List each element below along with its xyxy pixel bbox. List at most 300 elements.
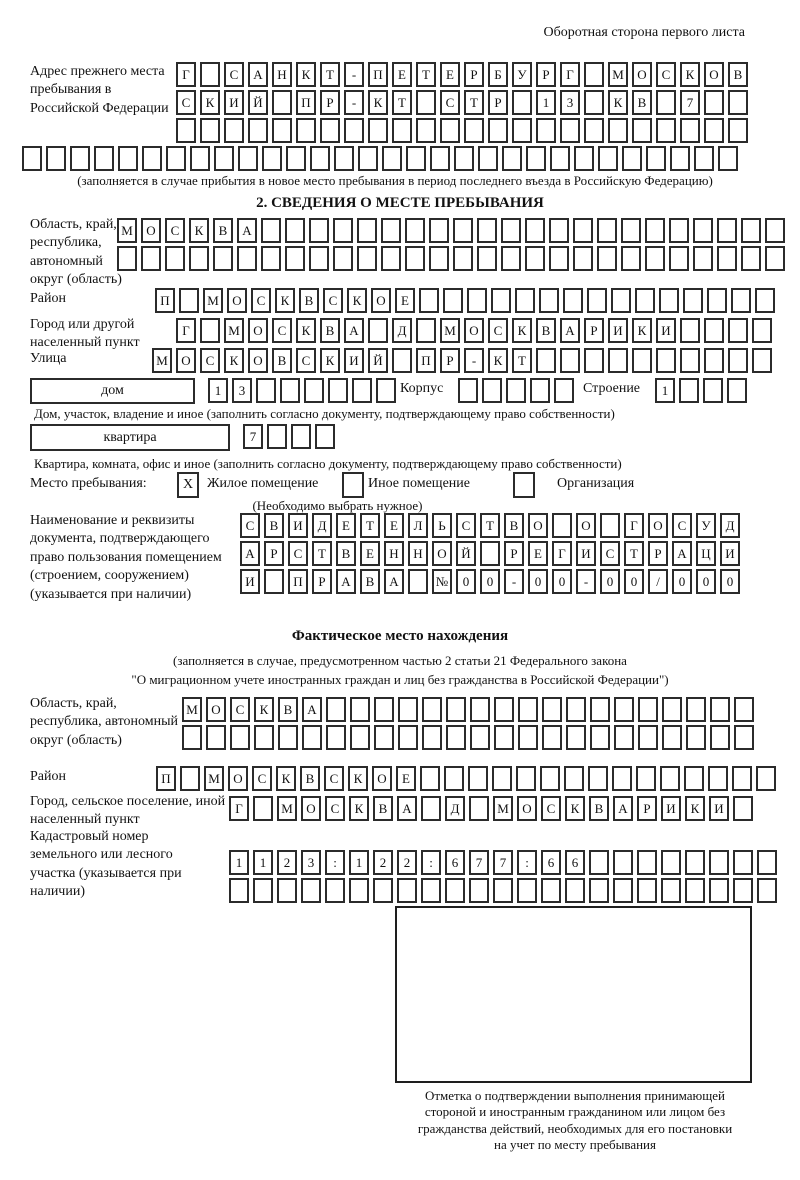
char-cell[interactable]	[518, 725, 538, 750]
char-cell[interactable]: О	[371, 288, 391, 313]
char-cell[interactable]: 0	[456, 569, 476, 594]
char-cell[interactable]: К	[488, 348, 508, 373]
char-cell[interactable]: Т	[320, 62, 340, 87]
char-cell[interactable]	[326, 725, 346, 750]
char-cell[interactable]: -	[344, 62, 364, 87]
char-cell[interactable]	[661, 878, 681, 903]
char-cell[interactable]	[444, 766, 464, 791]
char-cell[interactable]: 1	[229, 850, 249, 875]
char-cell[interactable]: С	[488, 318, 508, 343]
char-cell[interactable]	[325, 878, 345, 903]
char-cell[interactable]	[482, 378, 502, 403]
char-cell[interactable]	[638, 697, 658, 722]
char-cell[interactable]: Б	[488, 62, 508, 87]
char-cell[interactable]	[309, 218, 329, 243]
char-cell[interactable]: О	[704, 62, 724, 87]
char-cell[interactable]	[536, 118, 556, 143]
char-cell[interactable]	[326, 697, 346, 722]
char-cell[interactable]: 0	[696, 569, 716, 594]
char-cell[interactable]	[416, 318, 436, 343]
char-cell[interactable]: И	[656, 318, 676, 343]
char-cell[interactable]	[669, 246, 689, 271]
char-cell[interactable]	[638, 725, 658, 750]
char-cell[interactable]	[421, 796, 441, 821]
char-cell[interactable]	[656, 90, 676, 115]
char-cell[interactable]	[392, 348, 412, 373]
char-cell[interactable]	[728, 90, 748, 115]
char-cell[interactable]: К	[608, 90, 628, 115]
char-cell[interactable]	[350, 697, 370, 722]
char-cell[interactable]: 1	[208, 378, 228, 403]
char-cell[interactable]	[381, 218, 401, 243]
char-cell[interactable]: П	[156, 766, 176, 791]
char-cell[interactable]: К	[348, 766, 368, 791]
char-cell[interactable]	[214, 146, 234, 171]
char-cell[interactable]	[261, 246, 281, 271]
char-cell[interactable]: Р	[320, 90, 340, 115]
char-cell[interactable]: О	[301, 796, 321, 821]
char-cell[interactable]	[492, 766, 512, 791]
char-cell[interactable]: О	[248, 318, 268, 343]
char-cell[interactable]: В	[299, 288, 319, 313]
char-cell[interactable]: №	[432, 569, 452, 594]
char-cell[interactable]	[229, 878, 249, 903]
char-cell[interactable]: 1	[655, 378, 675, 403]
char-cell[interactable]	[526, 146, 546, 171]
char-cell[interactable]	[467, 288, 487, 313]
char-cell[interactable]: Р	[312, 569, 332, 594]
char-cell[interactable]	[542, 725, 562, 750]
char-cell[interactable]: К	[296, 318, 316, 343]
char-cell[interactable]	[213, 246, 233, 271]
char-cell[interactable]	[70, 146, 90, 171]
char-cell[interactable]	[443, 288, 463, 313]
char-cell[interactable]	[333, 246, 353, 271]
char-cell[interactable]	[189, 246, 209, 271]
char-cell[interactable]: О	[517, 796, 537, 821]
char-cell[interactable]: С	[440, 90, 460, 115]
char-cell[interactable]: Г	[229, 796, 249, 821]
char-cell[interactable]: О	[372, 766, 392, 791]
char-cell[interactable]	[272, 118, 292, 143]
char-cell[interactable]: Т	[480, 513, 500, 538]
char-cell[interactable]: 0	[552, 569, 572, 594]
char-cell[interactable]: К	[296, 62, 316, 87]
char-cell[interactable]	[464, 118, 484, 143]
char-cell[interactable]: 6	[541, 850, 561, 875]
char-cell[interactable]	[254, 725, 274, 750]
char-cell[interactable]: -	[504, 569, 524, 594]
char-cell[interactable]: Т	[512, 348, 532, 373]
char-cell[interactable]	[704, 90, 724, 115]
char-cell[interactable]: Н	[272, 62, 292, 87]
char-cell[interactable]	[118, 146, 138, 171]
char-cell[interactable]	[278, 725, 298, 750]
char-cell[interactable]	[549, 246, 569, 271]
char-cell[interactable]	[632, 118, 652, 143]
char-cell[interactable]: С	[600, 541, 620, 566]
char-cell[interactable]	[662, 725, 682, 750]
char-cell[interactable]: А	[344, 318, 364, 343]
char-cell[interactable]	[613, 878, 633, 903]
char-cell[interactable]: В	[300, 766, 320, 791]
char-cell[interactable]	[584, 348, 604, 373]
char-cell[interactable]	[512, 118, 532, 143]
char-cell[interactable]: Л	[408, 513, 428, 538]
char-cell[interactable]	[669, 218, 689, 243]
char-cell[interactable]	[752, 348, 772, 373]
char-cell[interactable]: П	[368, 62, 388, 87]
char-cell[interactable]: С	[324, 766, 344, 791]
char-cell[interactable]	[494, 697, 514, 722]
char-cell[interactable]: Й	[456, 541, 476, 566]
char-cell[interactable]: С	[251, 288, 271, 313]
char-cell[interactable]	[344, 118, 364, 143]
char-cell[interactable]	[756, 766, 776, 791]
char-cell[interactable]	[733, 850, 753, 875]
char-cell[interactable]: С	[296, 348, 316, 373]
char-cell[interactable]	[141, 246, 161, 271]
char-cell[interactable]: 3	[232, 378, 252, 403]
char-cell[interactable]	[94, 146, 114, 171]
char-cell[interactable]: :	[421, 850, 441, 875]
char-cell[interactable]: М	[440, 318, 460, 343]
char-cell[interactable]: В	[264, 513, 284, 538]
char-cell[interactable]	[661, 850, 681, 875]
char-cell[interactable]	[180, 766, 200, 791]
char-cell[interactable]	[757, 878, 777, 903]
char-cell[interactable]: Е	[528, 541, 548, 566]
char-cell[interactable]	[614, 697, 634, 722]
char-cell[interactable]: Т	[392, 90, 412, 115]
char-cell[interactable]: 6	[565, 850, 585, 875]
char-cell[interactable]: И	[288, 513, 308, 538]
char-cell[interactable]: 3	[560, 90, 580, 115]
char-cell[interactable]: К	[349, 796, 369, 821]
char-cell[interactable]: М	[277, 796, 297, 821]
char-cell[interactable]	[733, 796, 753, 821]
char-cell[interactable]	[480, 541, 500, 566]
char-cell[interactable]: О	[248, 348, 268, 373]
char-cell[interactable]: 3	[301, 850, 321, 875]
char-cell[interactable]: К	[680, 62, 700, 87]
char-cell[interactable]: Е	[336, 513, 356, 538]
char-cell[interactable]: О	[632, 62, 652, 87]
char-cell[interactable]	[261, 218, 281, 243]
char-cell[interactable]	[493, 878, 513, 903]
char-cell[interactable]: С	[200, 348, 220, 373]
char-cell[interactable]	[608, 348, 628, 373]
char-cell[interactable]: 2	[277, 850, 297, 875]
char-cell[interactable]	[285, 246, 305, 271]
char-cell[interactable]: Г	[176, 62, 196, 87]
char-cell[interactable]: К	[347, 288, 367, 313]
char-cell[interactable]	[416, 118, 436, 143]
char-cell[interactable]: Р	[584, 318, 604, 343]
char-cell[interactable]: В	[213, 218, 233, 243]
char-cell[interactable]: С	[325, 796, 345, 821]
char-cell[interactable]: В	[360, 569, 380, 594]
char-cell[interactable]	[704, 348, 724, 373]
char-cell[interactable]	[637, 878, 657, 903]
char-cell[interactable]	[422, 697, 442, 722]
char-cell[interactable]	[734, 725, 754, 750]
char-cell[interactable]: А	[613, 796, 633, 821]
char-cell[interactable]: Д	[312, 513, 332, 538]
char-cell[interactable]: С	[176, 90, 196, 115]
char-cell[interactable]: М	[224, 318, 244, 343]
char-cell[interactable]: М	[152, 348, 172, 373]
char-cell[interactable]	[488, 118, 508, 143]
char-cell[interactable]: /	[648, 569, 668, 594]
char-cell[interactable]: С	[656, 62, 676, 87]
char-cell[interactable]	[540, 766, 560, 791]
char-cell[interactable]	[374, 725, 394, 750]
char-cell[interactable]: Д	[392, 318, 412, 343]
char-cell[interactable]	[703, 378, 723, 403]
char-cell[interactable]: М	[493, 796, 513, 821]
char-cell[interactable]	[632, 348, 652, 373]
char-cell[interactable]	[349, 878, 369, 903]
char-cell[interactable]	[421, 878, 441, 903]
char-cell[interactable]	[680, 118, 700, 143]
char-cell[interactable]: 2	[373, 850, 393, 875]
char-cell[interactable]	[469, 796, 489, 821]
char-cell[interactable]	[512, 90, 532, 115]
char-cell[interactable]	[757, 850, 777, 875]
char-cell[interactable]: В	[632, 90, 652, 115]
char-cell[interactable]	[398, 697, 418, 722]
char-cell[interactable]	[358, 146, 378, 171]
char-cell[interactable]	[600, 513, 620, 538]
char-cell[interactable]: К	[224, 348, 244, 373]
char-cell[interactable]: К	[254, 697, 274, 722]
char-cell[interactable]: С	[288, 541, 308, 566]
char-cell[interactable]: А	[248, 62, 268, 87]
char-cell[interactable]: Г	[624, 513, 644, 538]
char-cell[interactable]: О	[141, 218, 161, 243]
kvartira-field[interactable]: квартира	[30, 424, 230, 451]
char-cell[interactable]	[478, 146, 498, 171]
char-cell[interactable]: Т	[312, 541, 332, 566]
char-cell[interactable]: Н	[408, 541, 428, 566]
char-cell[interactable]: В	[589, 796, 609, 821]
char-cell[interactable]	[182, 725, 202, 750]
char-cell[interactable]: -	[576, 569, 596, 594]
char-cell[interactable]	[468, 766, 488, 791]
char-cell[interactable]	[176, 118, 196, 143]
char-cell[interactable]	[224, 118, 244, 143]
char-cell[interactable]	[588, 766, 608, 791]
char-cell[interactable]	[491, 288, 511, 313]
char-cell[interactable]: М	[204, 766, 224, 791]
char-cell[interactable]	[734, 697, 754, 722]
char-cell[interactable]	[142, 146, 162, 171]
char-cell[interactable]	[429, 246, 449, 271]
char-cell[interactable]	[765, 218, 785, 243]
char-cell[interactable]: 0	[624, 569, 644, 594]
char-cell[interactable]: К	[632, 318, 652, 343]
char-cell[interactable]	[589, 878, 609, 903]
char-cell[interactable]: Г	[552, 541, 572, 566]
char-cell[interactable]	[587, 288, 607, 313]
char-cell[interactable]: А	[560, 318, 580, 343]
checkbox-zhiloe[interactable]: X	[177, 472, 199, 498]
char-cell[interactable]	[560, 348, 580, 373]
char-cell[interactable]	[422, 725, 442, 750]
char-cell[interactable]: Р	[264, 541, 284, 566]
char-cell[interactable]	[614, 725, 634, 750]
char-cell[interactable]: В	[336, 541, 356, 566]
char-cell[interactable]	[554, 378, 574, 403]
char-cell[interactable]	[612, 766, 632, 791]
char-cell[interactable]	[741, 246, 761, 271]
char-cell[interactable]	[656, 118, 676, 143]
char-cell[interactable]: Г	[560, 62, 580, 87]
char-cell[interactable]	[622, 146, 642, 171]
char-cell[interactable]	[357, 218, 377, 243]
char-cell[interactable]	[376, 378, 396, 403]
char-cell[interactable]	[731, 288, 751, 313]
char-cell[interactable]	[453, 218, 473, 243]
char-cell[interactable]	[328, 378, 348, 403]
char-cell[interactable]	[525, 246, 545, 271]
char-cell[interactable]: 7	[680, 90, 700, 115]
char-cell[interactable]: С	[541, 796, 561, 821]
char-cell[interactable]	[446, 697, 466, 722]
char-cell[interactable]	[539, 288, 559, 313]
char-cell[interactable]	[350, 725, 370, 750]
char-cell[interactable]: М	[203, 288, 223, 313]
char-cell[interactable]	[453, 246, 473, 271]
char-cell[interactable]: К	[368, 90, 388, 115]
char-cell[interactable]	[660, 766, 680, 791]
char-cell[interactable]: -	[464, 348, 484, 373]
char-cell[interactable]: А	[672, 541, 692, 566]
char-cell[interactable]: И	[720, 541, 740, 566]
char-cell[interactable]: Е	[395, 288, 415, 313]
char-cell[interactable]	[392, 118, 412, 143]
char-cell[interactable]: О	[576, 513, 596, 538]
char-cell[interactable]	[686, 697, 706, 722]
dom-field[interactable]: дом	[30, 378, 195, 404]
char-cell[interactable]	[584, 62, 604, 87]
char-cell[interactable]: И	[608, 318, 628, 343]
char-cell[interactable]: 6	[445, 850, 465, 875]
char-cell[interactable]	[686, 725, 706, 750]
char-cell[interactable]: Г	[176, 318, 196, 343]
char-cell[interactable]	[477, 246, 497, 271]
char-cell[interactable]: О	[648, 513, 668, 538]
char-cell[interactable]	[440, 118, 460, 143]
char-cell[interactable]	[584, 90, 604, 115]
char-cell[interactable]: К	[276, 766, 296, 791]
char-cell[interactable]	[373, 878, 393, 903]
char-cell[interactable]	[237, 246, 257, 271]
char-cell[interactable]	[382, 146, 402, 171]
char-cell[interactable]	[590, 725, 610, 750]
char-cell[interactable]	[525, 218, 545, 243]
char-cell[interactable]: О	[528, 513, 548, 538]
char-cell[interactable]	[598, 146, 618, 171]
char-cell[interactable]	[22, 146, 42, 171]
char-cell[interactable]	[333, 218, 353, 243]
char-cell[interactable]	[710, 697, 730, 722]
char-cell[interactable]: В	[373, 796, 393, 821]
char-cell[interactable]	[429, 218, 449, 243]
char-cell[interactable]: А	[336, 569, 356, 594]
char-cell[interactable]	[46, 146, 66, 171]
char-cell[interactable]: С	[252, 766, 272, 791]
char-cell[interactable]	[454, 146, 474, 171]
char-cell[interactable]	[470, 725, 490, 750]
char-cell[interactable]: :	[517, 850, 537, 875]
char-cell[interactable]	[494, 725, 514, 750]
char-cell[interactable]	[646, 146, 666, 171]
char-cell[interactable]: С	[672, 513, 692, 538]
char-cell[interactable]: И	[240, 569, 260, 594]
char-cell[interactable]: Р	[637, 796, 657, 821]
char-cell[interactable]	[659, 288, 679, 313]
char-cell[interactable]	[637, 850, 657, 875]
char-cell[interactable]	[518, 697, 538, 722]
char-cell[interactable]: Е	[392, 62, 412, 87]
char-cell[interactable]: О	[464, 318, 484, 343]
char-cell[interactable]	[166, 146, 186, 171]
char-cell[interactable]	[541, 878, 561, 903]
char-cell[interactable]	[200, 62, 220, 87]
char-cell[interactable]	[420, 766, 440, 791]
char-cell[interactable]: У	[696, 513, 716, 538]
char-cell[interactable]	[662, 697, 682, 722]
char-cell[interactable]	[613, 850, 633, 875]
char-cell[interactable]: В	[278, 697, 298, 722]
char-cell[interactable]	[741, 218, 761, 243]
char-cell[interactable]	[501, 246, 521, 271]
char-cell[interactable]: И	[661, 796, 681, 821]
char-cell[interactable]: К	[685, 796, 705, 821]
char-cell[interactable]: Р	[464, 62, 484, 87]
char-cell[interactable]: А	[237, 218, 257, 243]
char-cell[interactable]	[352, 378, 372, 403]
char-cell[interactable]: 0	[672, 569, 692, 594]
char-cell[interactable]: К	[200, 90, 220, 115]
char-cell[interactable]	[368, 118, 388, 143]
char-cell[interactable]	[693, 246, 713, 271]
char-cell[interactable]	[506, 378, 526, 403]
char-cell[interactable]: 7	[493, 850, 513, 875]
char-cell[interactable]	[635, 288, 655, 313]
char-cell[interactable]: 0	[600, 569, 620, 594]
char-cell[interactable]: О	[227, 288, 247, 313]
char-cell[interactable]	[704, 118, 724, 143]
char-cell[interactable]: 0	[480, 569, 500, 594]
char-cell[interactable]: С	[240, 513, 260, 538]
char-cell[interactable]	[685, 878, 705, 903]
char-cell[interactable]	[685, 850, 705, 875]
char-cell[interactable]: К	[275, 288, 295, 313]
char-cell[interactable]	[728, 348, 748, 373]
char-cell[interactable]: М	[182, 697, 202, 722]
char-cell[interactable]	[574, 146, 594, 171]
char-cell[interactable]: Т	[464, 90, 484, 115]
char-cell[interactable]	[310, 146, 330, 171]
char-cell[interactable]	[296, 118, 316, 143]
char-cell[interactable]	[304, 378, 324, 403]
char-cell[interactable]	[530, 378, 550, 403]
char-cell[interactable]: К	[565, 796, 585, 821]
char-cell[interactable]	[502, 146, 522, 171]
